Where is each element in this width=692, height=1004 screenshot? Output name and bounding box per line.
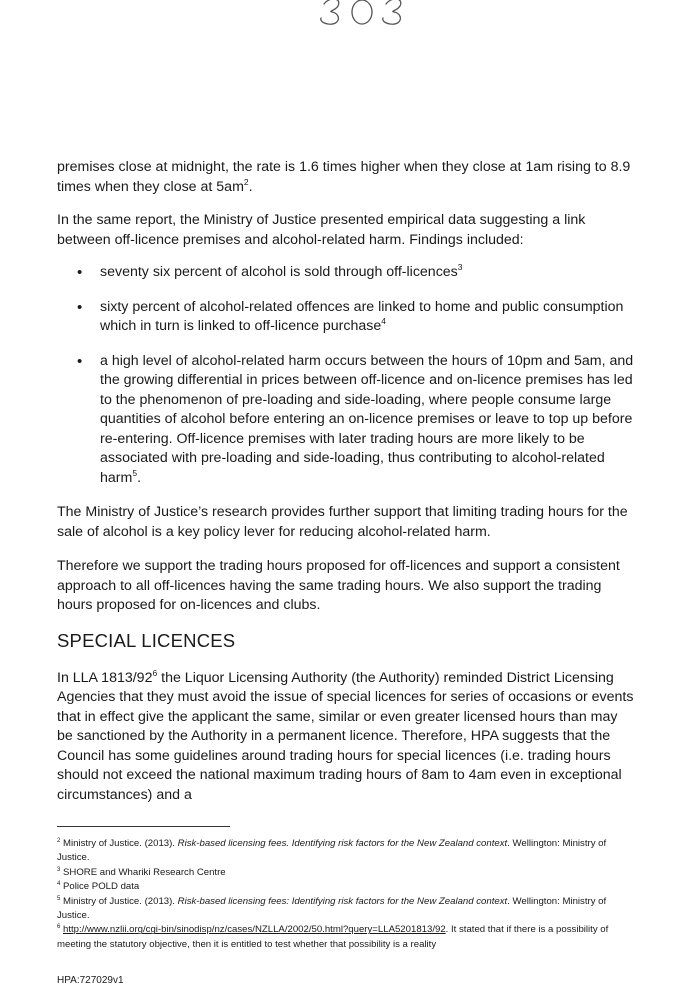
footnote-2: $^2$ Ministry of Justice. (2013). Risk-based licensing fees. Identifying risk factors for the New Zealand context. Wellington: Ministry of Justice. xyxy=(57,838,607,864)
handwritten-page-number xyxy=(310,0,420,30)
paragraph-ministry-report: In the same report, the Ministry of Justice presented empirical data suggesting a link between off-licence premises and alcohol-related harm. Findings included: xyxy=(57,212,586,248)
main-content xyxy=(57,158,637,805)
footnote-ref-2[interactable]: 2 xyxy=(243,176,249,187)
list-item: • sixty percent of alcohol-related offences are linked to home and public consumption which in turn is linked to off-licence purchase$^4$ xyxy=(77,298,624,334)
footnote-ref-4[interactable]: 4 xyxy=(381,316,387,326)
footnote-ref-6[interactable]: 6 xyxy=(152,667,158,678)
paragraph-closing-rates: premises close at midnight, the rate is 1.6 times higher when they close at 1am rising to 8.9 times when they close at $5am^2$. xyxy=(57,159,631,195)
footnote-3: $^3$ SHORE and Whariki Research Centre xyxy=(57,866,226,878)
findings-list xyxy=(57,263,637,488)
list-item: • seventy six percent of alcohol is sold through off-licences$^3$ xyxy=(77,262,463,281)
bullet-glyph: • xyxy=(77,298,83,316)
footnote-separator xyxy=(57,826,230,827)
footnote-ref-3[interactable]: 3 xyxy=(457,262,463,272)
paragraph-support-trading-hours: Therefore we support the trading hours proposed for off-licences and support a consistent approach to all off-licences having the same trading hours. We also support the trading hours proposed for on-licences and clubs. xyxy=(57,558,620,613)
bullet-glyph: • xyxy=(77,352,83,370)
paragraph-research-support: The Ministry of Justice’s research provides further support that limiting trading hours for the sale of alcohol is a key policy lever for reducing alcohol-related harm. xyxy=(57,504,628,540)
footnote-4: $^4$ Police POLD data xyxy=(57,881,140,893)
bullet-glyph: • xyxy=(77,264,83,281)
footnote-ref-5[interactable]: 5 xyxy=(132,467,138,478)
document-reference: HPA:727029v1 xyxy=(57,975,124,986)
footnote-5: $^5$ Ministry of Justice. (2013). Risk-based licensing fees: Identifying risk factors for the New Zealand context. Wellington: Ministry of Justice. xyxy=(57,895,607,922)
footnotes xyxy=(57,837,627,952)
list-item: • a high level of alcohol-related harm occurs between the hours of 10pm and 5am, and the growing differential in prices between off-licence and on-licence premises has led to the phenomenon of pre-loading and side-loading, where people consume large quantities of alcohol before entering an on-licence premises or leave to top up before re-entering. Off-licence premises with later trading hours are more likely to be associated with pre-loading and side-loading, thus contributing to alcohol-related harm$^5$. xyxy=(77,352,634,486)
footnote-6-link[interactable]: http://www.nzlii.org/cgi-bin/sinodisp/nz/cases/NZLLA/2002/50.html?query=LLA5201813/92 xyxy=(63,924,446,936)
section-heading: SPECIAL LICENCES xyxy=(57,629,236,651)
footnote-6: $^6$ http://www.nzlii.org/cgi-bin/sinodisp/nz/cases/NZLLA/2002/50.html?query=LLA5201813/92. It stated that if there is a possibility of meeting the statutory objective, then it is entitled to test whether that possibility is a reality xyxy=(57,924,609,950)
paragraph-special-licences: In LLA $1813/92^6$ the Liquor Licensing Authority (the Authority) reminded District Licensing Agencies that they must avoid the issue of special licences for series of occasions or events that in effect give the applicant the same, similar or even greater licensed hours than may be sanctioned by the Authority in a permanent licence. Therefore, HPA suggests that the Council has some guidelines around trading hours for special licences (i.e. trading hours should not exceed the national maximum trading hours of 8am to 4am even in exceptional circumstances) and a xyxy=(57,667,634,803)
